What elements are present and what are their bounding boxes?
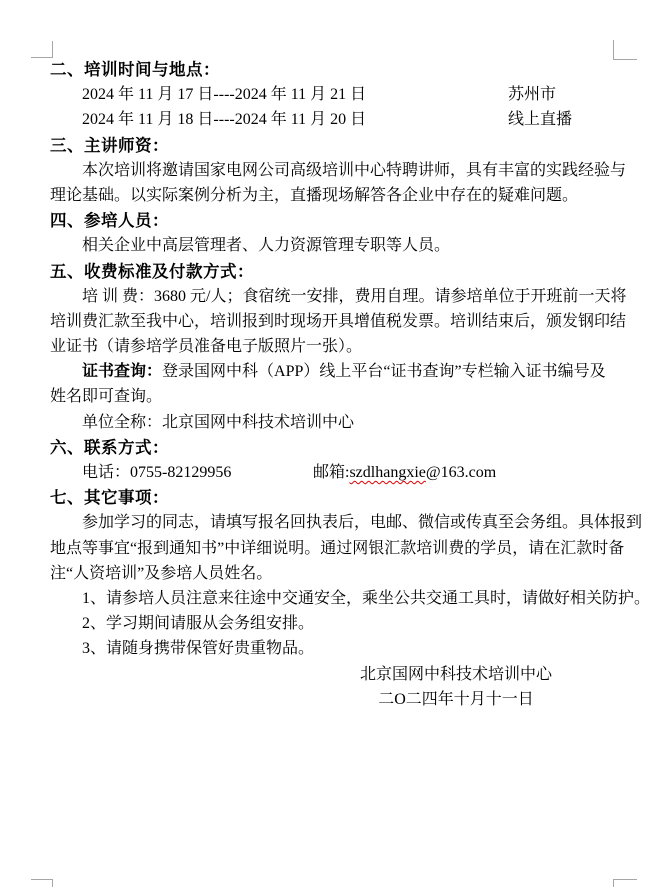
body-line-certificate-query: [50, 359, 613, 384]
heading-fees-payment: 五、收费标准及付款方式：: [50, 261, 254, 281]
body-line: 理论基础。以实际案例分析为主，直播现场解答各企业中存在的疑难问题。: [50, 186, 579, 204]
signature-block: [356, 662, 556, 712]
heading-contact: 六、联系方式：: [50, 437, 169, 457]
body-line-note-1: 1、请参培人员注意来往途中交通安全，乘坐公共交通工具时，请做好相关防护。: [82, 589, 651, 607]
body-line: 姓名即可查询。: [50, 388, 163, 406]
heading-other-matters: 七、其它事项：: [50, 488, 169, 508]
email-user-misspelled: szdlhangxie: [349, 464, 426, 481]
body-line: 参加学习的同志，请填写报名回执表后，电邮、微信或传真至会务组。具体报到: [82, 514, 643, 532]
crop-mark-top-right: [613, 40, 637, 60]
schedule-dates-2: 2024 年 11 月 18 日----2024 年 11 月 20 日: [82, 111, 367, 129]
heading-training-time-location: 二、培训时间与地点：: [50, 60, 220, 79]
body-line-fee: 培 训 费：3680 元/人；食宿统一安排，费用自理。请参培单位于开班前一天将: [82, 287, 627, 305]
crop-mark-top-left: [31, 41, 53, 58]
body-line: 培训费汇款至我中心，培训报到时现场开具增值税发票。培训结束后，颁发钢印结: [50, 312, 627, 330]
phone-text: 电话：0755-82129956: [82, 464, 232, 481]
contact-row: [50, 460, 613, 485]
signature-org: 北京国网中科技术培训中心: [359, 665, 552, 683]
schedule-location-2: 线上直播: [508, 111, 573, 129]
body-line: 本次培训将邀请国家电网公司高级培训中心特聘讲师，具有丰富的实践经验与: [82, 161, 627, 179]
body-line-note-3: 3、请随身携带保管好贵重物品。: [82, 640, 315, 658]
body-line-note-2: 2、学习期间请服从会务组安排。: [82, 615, 315, 633]
schedule-row-2: [50, 107, 613, 132]
heading-participants: 四、参培人员：: [50, 211, 169, 231]
certificate-query-text: 登录国网中科（APP）线上平台“证书查询”专栏输入证书编号及: [162, 363, 606, 381]
document-page: [50, 57, 651, 712]
heading-lecturers: 三、主讲师资：: [50, 135, 169, 155]
body-line: 相关企业中高层管理者、人力资源管理专职等人员。: [82, 237, 451, 255]
body-line: 地点等事宜“报到通知书”中详细说明。通过网银汇款培训费的学员，请在汇款时备: [50, 539, 625, 557]
schedule-dates-1: 2024 年 11 月 17 日----2024 年 11 月 21 日: [82, 86, 367, 104]
body-line: 业证书（请参培学员准备电子版照片一张）。: [50, 338, 363, 356]
certificate-query-label: 证书查询：: [82, 363, 163, 381]
email-domain: @163.com: [425, 464, 497, 481]
email-text: [313, 460, 496, 485]
schedule-location-1: 苏州市: [508, 86, 557, 104]
schedule-row-1: [50, 82, 613, 107]
body-line-org-name: 单位全称：北京国网中科技术培训中心: [82, 413, 355, 431]
email-label: 邮箱:: [313, 464, 350, 481]
signature-date: 二O二四年十月十一日: [378, 690, 534, 708]
body-line: 注“人资培训”及参培人员姓名。: [50, 564, 273, 582]
